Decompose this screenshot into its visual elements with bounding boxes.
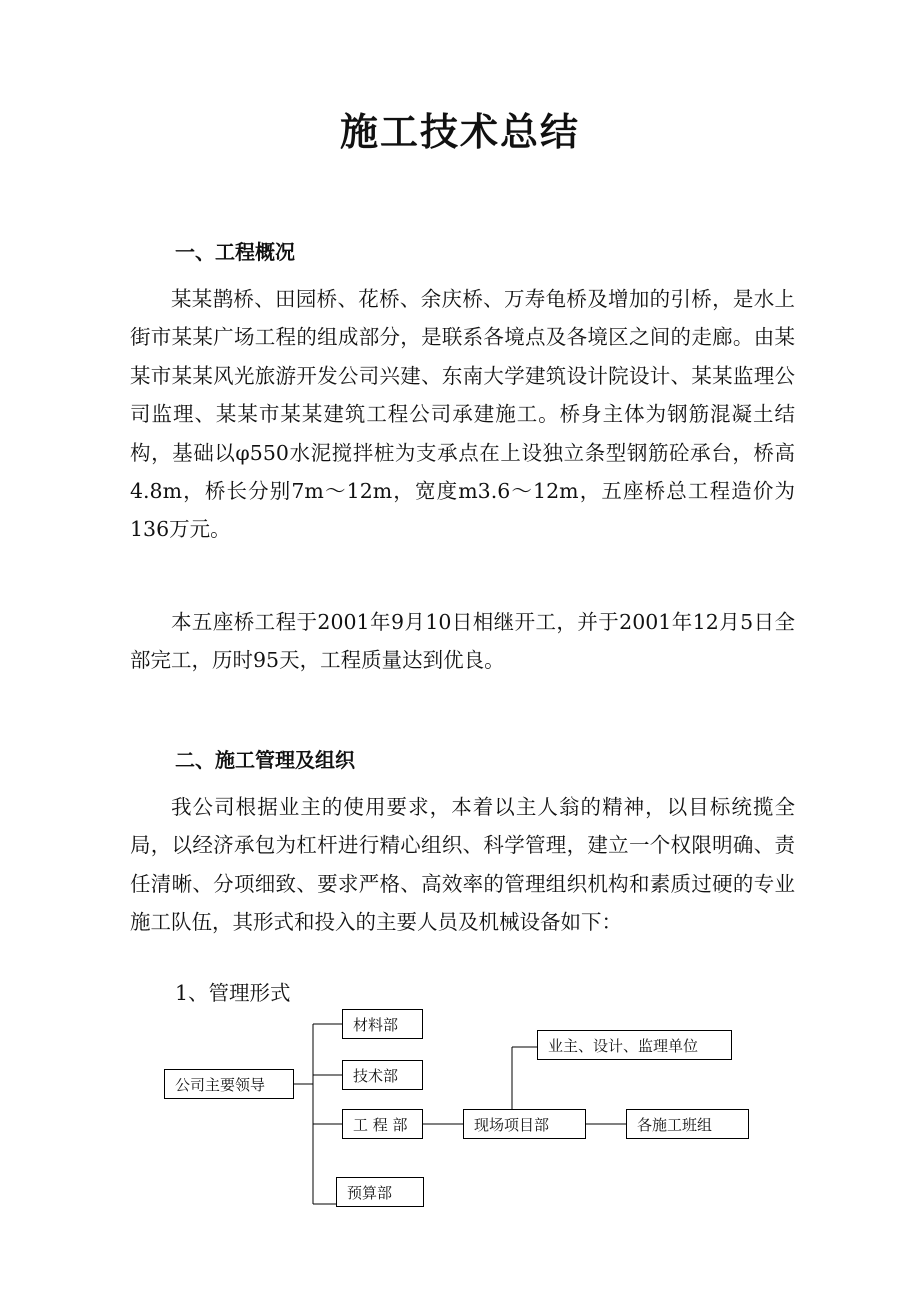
- paragraph-overview-2: 本五座桥工程于2001年9月10日相继开工，并于2001年12月5日全部完工，历时95天，工程质量达到优良。: [130, 610, 795, 673]
- subheading-management-form: 1、管理形式: [175, 981, 291, 1005]
- org-node-technical-dept: 技术部: [342, 1060, 423, 1090]
- document-title: 施工技术总结: [339, 109, 580, 154]
- org-node-budget-dept: 预算部: [336, 1177, 424, 1207]
- section-heading-management: 二、施工管理及组织: [175, 748, 355, 772]
- org-node-company-leadership: 公司主要领导: [164, 1069, 294, 1099]
- org-node-engineering-dept: 工 程 部: [342, 1109, 423, 1139]
- paragraph-overview-1: 某某鹊桥、田园桥、花桥、余庆桥、万寿龟桥及增加的引桥，是水上街市某某广场工程的组成部分，是联系各境点及各境区之间的走廊。由某某市某某风光旅游开发公司兴建、东南大学建筑设计院设计、某某监理公司监理、某某市某某建筑工程公司承建施工。桥身主体为钢筋混凝土结构，基础以φ550水泥搅拌桩为支承点在上设独立条型钢筋砼承台，桥高4.8m，桥长分别7m～12m，宽度m3.6～12m，五座桥总工程造价为136万元。: [130, 287, 795, 542]
- org-node-owner-design-supervision: 业主、设计、监理单位: [537, 1030, 732, 1060]
- org-node-construction-teams: 各施工班组: [626, 1109, 749, 1139]
- paragraph-management-1: 我公司根据业主的使用要求，本着以主人翁的精神，以目标统揽全局，以经济承包为杠杆进行精心组织、科学管理，建立一个权限明确、责任清晰、分项细致、要求严格、高效率的管理组织机构和素质过硬的专业施工队伍，其形式和投入的主要人员及机械设备如下：: [130, 795, 795, 935]
- org-node-site-project-dept: 现场项目部: [463, 1109, 586, 1139]
- section-heading-overview: 一、工程概况: [175, 240, 295, 264]
- org-node-materials-dept: 材料部: [342, 1009, 423, 1039]
